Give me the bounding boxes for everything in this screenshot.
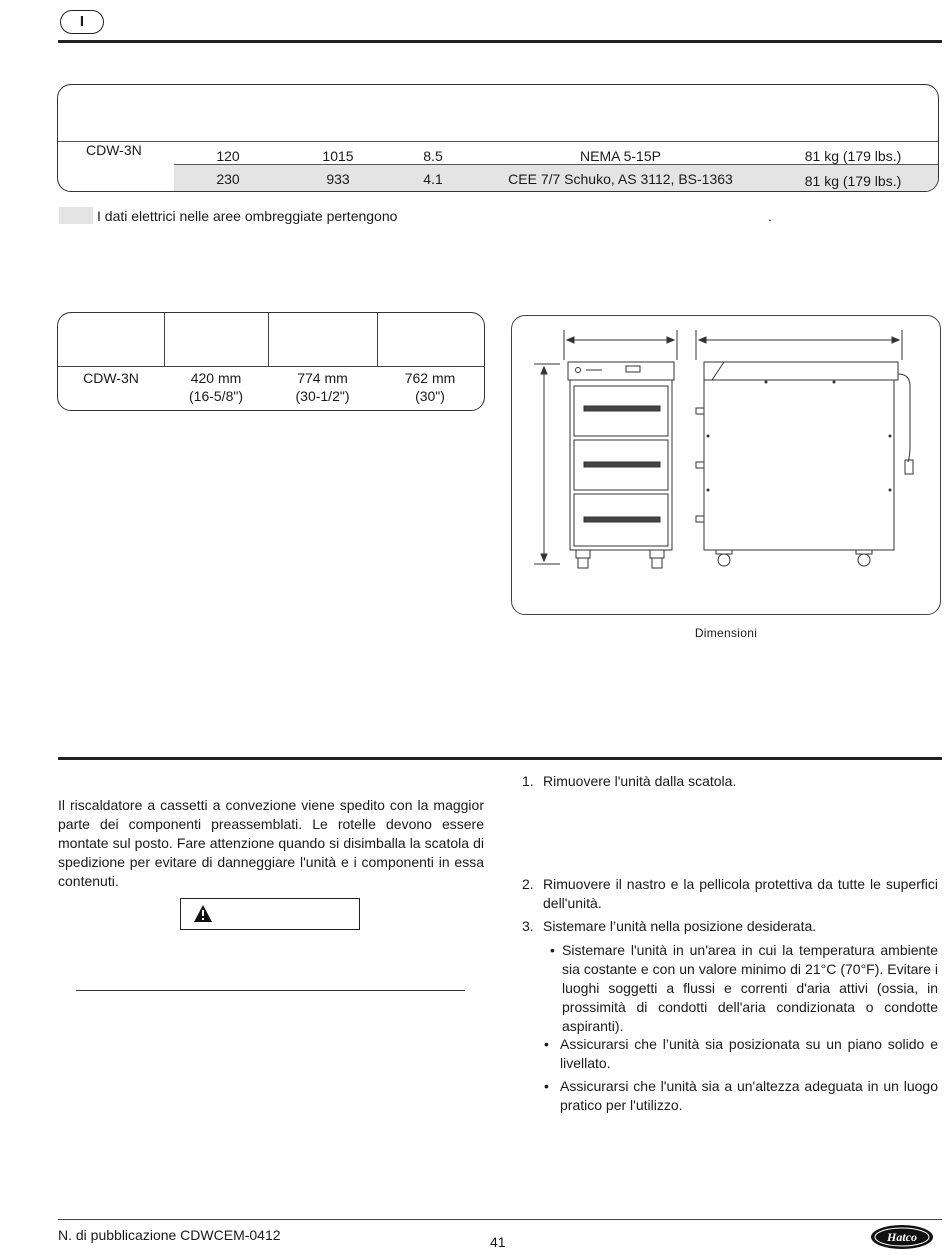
electrical-spec-table bbox=[57, 84, 939, 192]
dimension-figure bbox=[511, 315, 941, 615]
step-text: Rimuovere l'unità dalla scatola. bbox=[543, 773, 737, 789]
height-in: (30") bbox=[415, 388, 445, 404]
header-rule bbox=[58, 40, 942, 43]
width-cell bbox=[164, 369, 268, 405]
depth-in: (30-1/2") bbox=[295, 388, 350, 404]
bullet-mark: • bbox=[550, 942, 555, 958]
intro-paragraph: Il riscaldatore a cassetti a convezione viene spedito con la maggior parte dei componenti preassemblati. Le rotelle devono essere montate sul posto. Fare attenzione quando si disimballa la scatola di spedizione per evitare di danneggiare l'unità e i componenti in essa contenuti. bbox=[58, 797, 484, 889]
model-cell: CDW-3N bbox=[86, 142, 142, 158]
amps-cell: 4.1 bbox=[423, 171, 443, 187]
language-badge: I bbox=[60, 10, 104, 34]
plug-cell: CEE 7/7 Schuko, AS 3112, BS-1363 bbox=[508, 171, 733, 187]
column-divider bbox=[268, 313, 269, 366]
step-text: Rimuovere il nastro e la pellicola protettiva da tutte le superfici dell'unità. bbox=[543, 876, 938, 911]
bullet-text: Assicurarsi che l’unità sia posizionata su un piano solido e livellato. bbox=[560, 1036, 938, 1071]
figure-caption: Dimensioni bbox=[694, 626, 758, 640]
section-rule bbox=[58, 757, 942, 760]
bullet-item bbox=[544, 1035, 938, 1073]
depth-mm: 774 mm bbox=[297, 370, 348, 386]
weight-cell: 81 kg (179 lbs.) bbox=[804, 173, 902, 189]
cabinet-drawing bbox=[512, 316, 940, 614]
warning-triangle-icon bbox=[194, 905, 212, 922]
bullet-mark: • bbox=[544, 1078, 549, 1094]
bullet-item bbox=[544, 1077, 938, 1115]
model-cell: CDW-3N bbox=[83, 370, 139, 386]
step-1 bbox=[522, 772, 938, 791]
volts-cell: 230 bbox=[216, 171, 240, 187]
column-divider bbox=[164, 313, 165, 366]
step-number: 2. bbox=[522, 876, 534, 892]
amps-cell: 8.5 bbox=[423, 148, 443, 164]
column-divider bbox=[377, 313, 378, 366]
bullet-item bbox=[550, 941, 938, 1036]
height-cell bbox=[377, 369, 483, 405]
depth-cell bbox=[268, 369, 377, 405]
dimension-table bbox=[57, 312, 485, 411]
logo-mark bbox=[870, 1224, 934, 1250]
publication-number: N. di pubblicazione CDWCEM-0412 bbox=[58, 1227, 281, 1243]
weight-cell: 81 kg (179 lbs.) bbox=[804, 148, 902, 164]
plug-cell: NEMA 5-15P bbox=[580, 148, 661, 164]
footer-rule bbox=[58, 1219, 942, 1220]
step-number: 3. bbox=[522, 918, 534, 934]
watts-cell: 933 bbox=[326, 171, 350, 187]
table-divider bbox=[58, 366, 484, 367]
warning-box bbox=[180, 898, 360, 930]
width-in: (16-5/8") bbox=[189, 388, 243, 404]
bullet-text: Sistemare l'unità in un'area in cui la temperatura ambiente sia costante e con un valore minimo di 21°C (70°F). Evitare i luoghi soggetti a flussi e correnti d'aria attivi (ossia, in prossimità di condotti dell'aria condizionata o condotte aspiranti). bbox=[562, 942, 938, 1034]
step-2 bbox=[522, 875, 938, 913]
step-text: Sistemare l’unità nella posizione desiderata. bbox=[543, 918, 817, 934]
volts-cell: 120 bbox=[216, 148, 240, 164]
legend-period: . bbox=[768, 208, 772, 224]
step-number: 1. bbox=[522, 773, 534, 789]
svg-text:Hatco: Hatco bbox=[887, 1230, 917, 1244]
bullet-text: Assicurarsi che l'unità sia a un'altezza adeguata in un luogo pratico per l'utilizzo. bbox=[560, 1078, 938, 1113]
hatco-logo bbox=[870, 1224, 934, 1250]
divider-line bbox=[76, 990, 465, 991]
shaded-legend-swatch bbox=[59, 207, 93, 224]
watts-cell: 1015 bbox=[322, 148, 354, 164]
step-3 bbox=[522, 917, 938, 936]
bullet-mark: • bbox=[544, 1036, 549, 1052]
table-row-shaded bbox=[174, 165, 939, 192]
shaded-legend-text: I dati elettrici nelle aree ombreggiate pertengono bbox=[97, 208, 398, 224]
height-mm: 762 mm bbox=[404, 370, 456, 386]
page-number: 41 bbox=[490, 1234, 506, 1250]
width-mm: 420 mm bbox=[190, 370, 242, 386]
